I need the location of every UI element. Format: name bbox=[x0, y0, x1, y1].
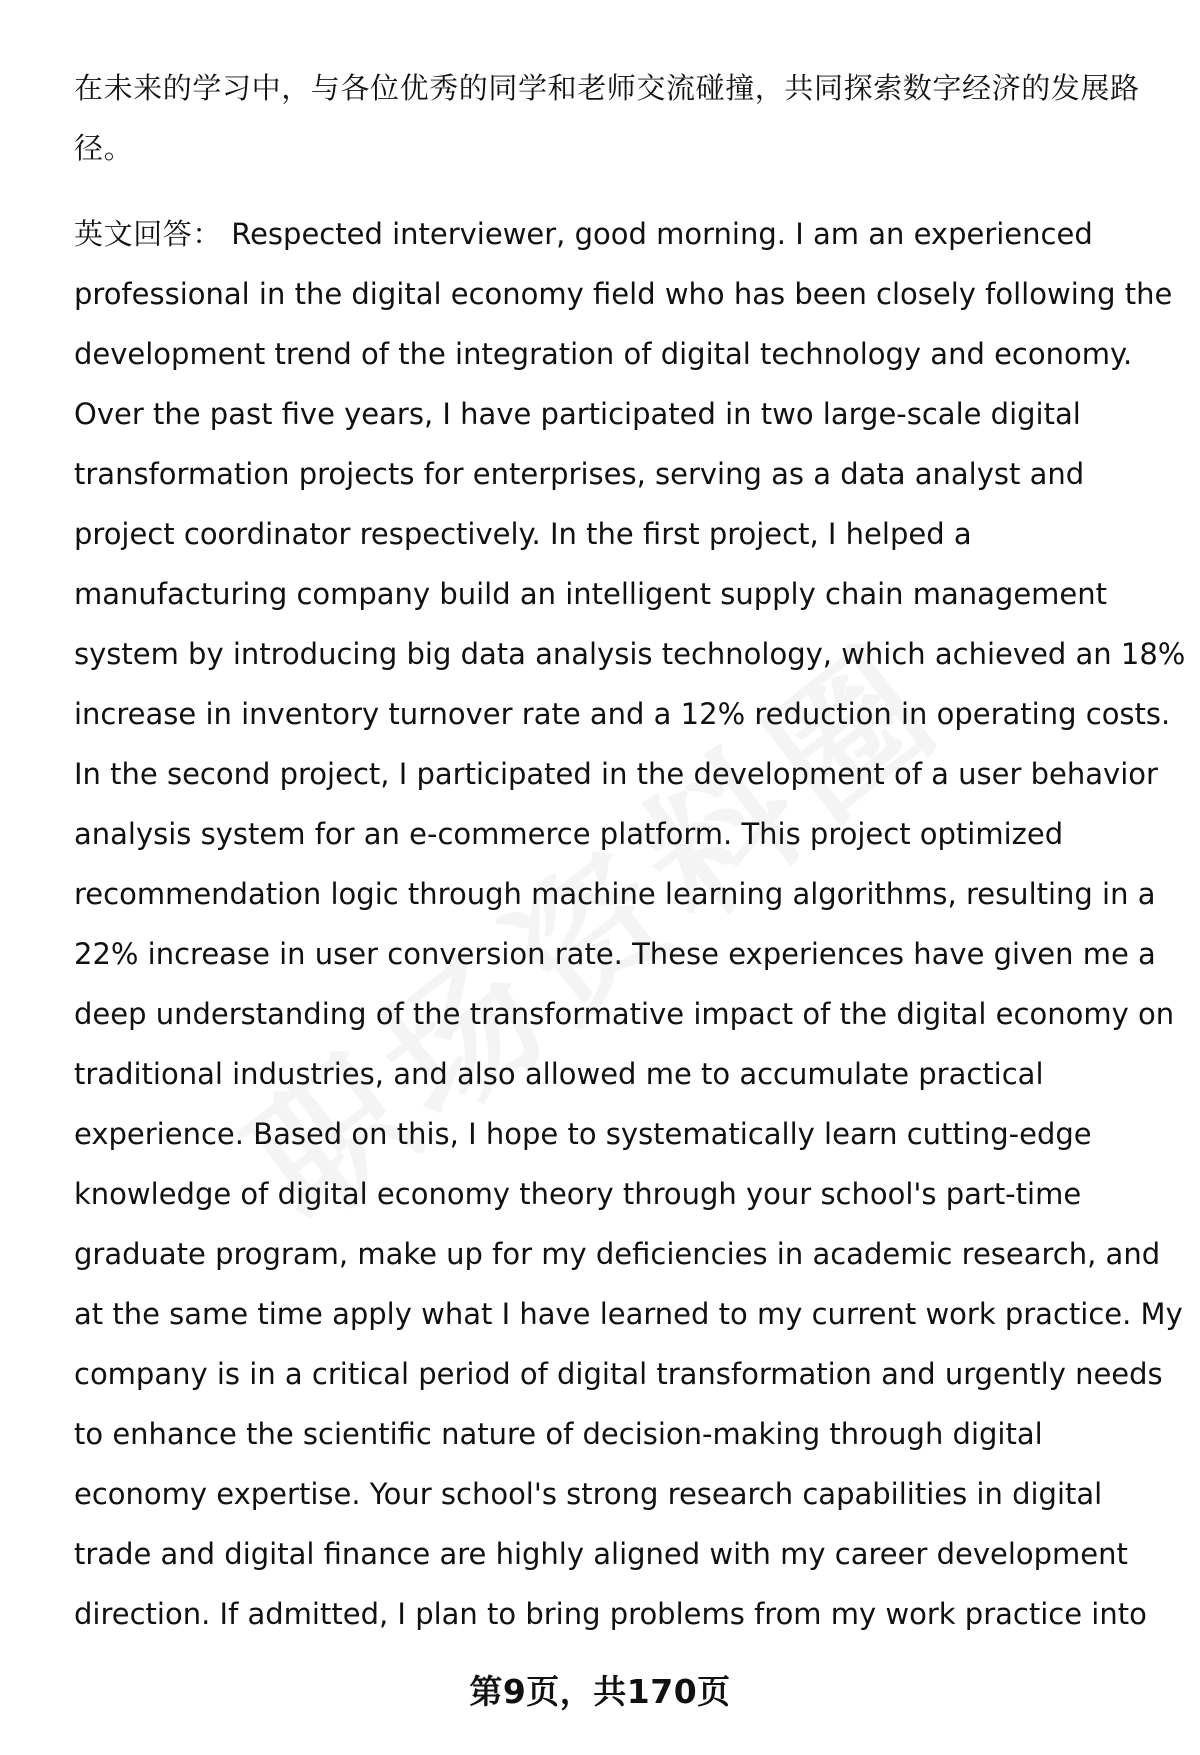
text-line: professional in the digital economy field who has been closely following the bbox=[74, 277, 1173, 311]
text-line: manufacturing company build an intelligent supply chain management bbox=[74, 577, 1108, 611]
text-line: 径。 bbox=[74, 131, 134, 165]
text-line: 在未来的学习中，与各位优秀的同学和老师交流碰撞，共同探索数字经济的发展路 bbox=[74, 71, 1140, 105]
text-line: recommendation logic through machine learning algorithms, resulting in a bbox=[74, 877, 1156, 911]
text-line: at the same time apply what I have learned to my current work practice. My bbox=[74, 1297, 1183, 1331]
text-line: project coordinator respectively. In the first project, I helped a bbox=[74, 517, 972, 551]
page-number-footer: 第9页，共170页 bbox=[469, 1672, 731, 1711]
text-line bbox=[74, 204, 1164, 264]
text-line: deep understanding of the transformative impact of the digital economy on bbox=[74, 997, 1175, 1031]
text-line: knowledge of digital economy theory through your school's part-time bbox=[74, 1177, 1082, 1211]
text-line: economy expertise. Your school's strong research capabilities in digital bbox=[74, 1477, 1103, 1511]
text-line: transformation projects for enterprises, serving as a data analyst and bbox=[74, 457, 1085, 491]
page-content bbox=[74, 58, 1186, 1644]
text-line: company is in a critical period of digital transformation and urgently needs bbox=[74, 1357, 1163, 1391]
text-line: Over the past five years, I have participated in two large-scale digital bbox=[74, 397, 1081, 431]
text-line: increase in inventory turnover rate and a 12% reduction in operating costs. bbox=[74, 697, 1171, 731]
text-line: analysis system for an e-commerce platform. This project optimized bbox=[74, 817, 1064, 851]
text-line-content: Respected interviewer, good morning. I am an experienced bbox=[222, 217, 1093, 251]
answer-label: 英文回答： bbox=[74, 217, 223, 251]
text-line: experience. Based on this, I hope to systematically learn cutting-edge bbox=[74, 1117, 1092, 1151]
text-line: development trend of the integration of digital technology and economy. bbox=[74, 337, 1133, 371]
text-line: trade and digital finance are highly aligned with my career development bbox=[74, 1537, 1128, 1571]
text-line: traditional industries, and also allowed me to accumulate practical bbox=[74, 1057, 1044, 1091]
text-line: direction. If admitted, I plan to bring problems from my work practice into bbox=[74, 1597, 1147, 1631]
text-line: In the second project, I participated in the development of a user behavior bbox=[74, 757, 1158, 791]
text-line: to enhance the scientific nature of decision-making through digital bbox=[74, 1417, 1043, 1451]
english-answer-paragraph bbox=[74, 204, 1186, 1644]
text-line: 22% increase in user conversion rate. These experiences have given me a bbox=[74, 937, 1156, 971]
chinese-paragraph bbox=[74, 58, 1164, 178]
text-line: system by introducing big data analysis technology, which achieved an 18% bbox=[74, 637, 1186, 671]
text-line: graduate program, make up for my deficiencies in academic research, and bbox=[74, 1237, 1161, 1271]
